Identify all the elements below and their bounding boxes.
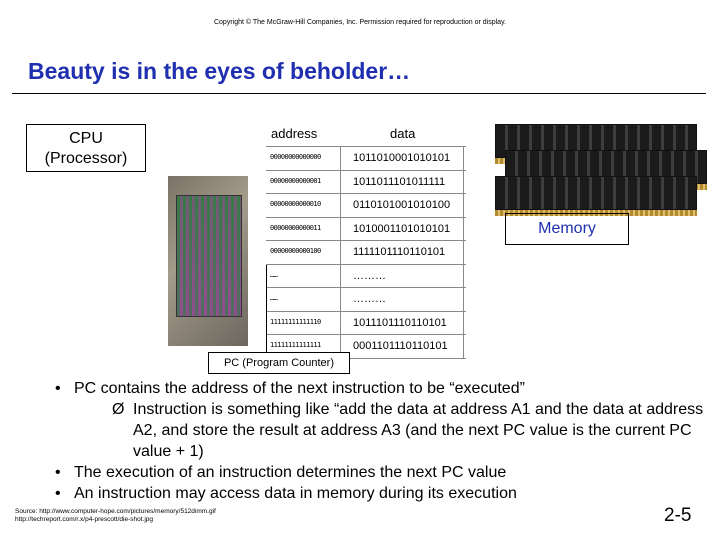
data-cell: 0001101110110101	[340, 335, 464, 358]
address-cell: 00000000000011	[270, 223, 321, 232]
cpu-label-box	[26, 124, 146, 172]
address-cell: 00000000000000	[270, 153, 321, 161]
sub-bullet-item: Ø Instruction is something like “add the data at address A1 and the data at address A2, and store the result at address A3 (and the next PC value is the current PC value + 1)	[80, 399, 712, 462]
source-citation	[15, 508, 216, 524]
memory-table	[266, 146, 466, 359]
address-cell: 11111111111111	[270, 341, 321, 349]
cpu-die-core	[176, 195, 242, 317]
ram-stick	[495, 176, 697, 210]
pc-pointer-line	[266, 265, 267, 358]
bullet-item: • PC contains the address of the next instruction to be “executed”	[52, 378, 712, 399]
pc-label-box: PC (Program Counter)	[208, 352, 350, 374]
page-number: 2-5	[664, 505, 692, 526]
data-cell: 1011010001010101	[340, 147, 464, 170]
table-row	[266, 170, 466, 194]
bullet-item: • An instruction may access data in memory during its execution	[52, 483, 712, 504]
table-row	[266, 264, 466, 288]
table-row	[266, 193, 466, 217]
data-cell: ………	[340, 265, 464, 288]
address-cell: ……	[270, 294, 278, 302]
data-column-header: data	[390, 126, 416, 141]
source-line: http://techreport.com/r.x/p4-prescott/die-shot.jpg	[15, 516, 154, 523]
table-row	[266, 311, 466, 335]
address-cell: 11111111111110	[270, 317, 321, 326]
slide-title: Beauty is in the eyes of beholder…	[28, 58, 411, 84]
bullet-item: • The execution of an instruction determines the next PC value	[52, 462, 712, 483]
table-row	[266, 240, 466, 264]
address-cell: 00000000000001	[270, 176, 321, 185]
copyright-notice: Copyright © The McGraw-Hill Companies, Inc. Permission required for reproduction or display.	[213, 19, 506, 26]
data-cell: 1011101110110101	[340, 312, 464, 335]
address-cell: 00000000000100	[270, 247, 321, 255]
data-cell: 0110101001010100	[340, 194, 464, 217]
memory-module-image	[495, 176, 697, 216]
table-row	[266, 146, 466, 170]
address-column-header: address	[271, 126, 318, 141]
address-cell: 00000000000010	[270, 200, 321, 208]
title-divider	[12, 93, 706, 94]
data-cell: 1010001101010101	[340, 218, 464, 241]
table-row	[266, 217, 466, 241]
data-cell: ………	[340, 288, 464, 311]
data-cell: 1011011101011111	[340, 171, 464, 194]
table-row	[266, 287, 466, 311]
cpu-label-line2: (Processor)	[44, 150, 128, 167]
cpu-label-line1: CPU	[69, 130, 103, 147]
address-cell: ……	[270, 270, 278, 279]
source-line: Source: http://www.computer-hope.com/pictures/memory/512dimm.gif	[15, 508, 216, 515]
bullet-list	[52, 378, 712, 504]
data-cell: 1111101110110101	[340, 241, 464, 264]
memory-label-box: Memory	[505, 213, 629, 245]
